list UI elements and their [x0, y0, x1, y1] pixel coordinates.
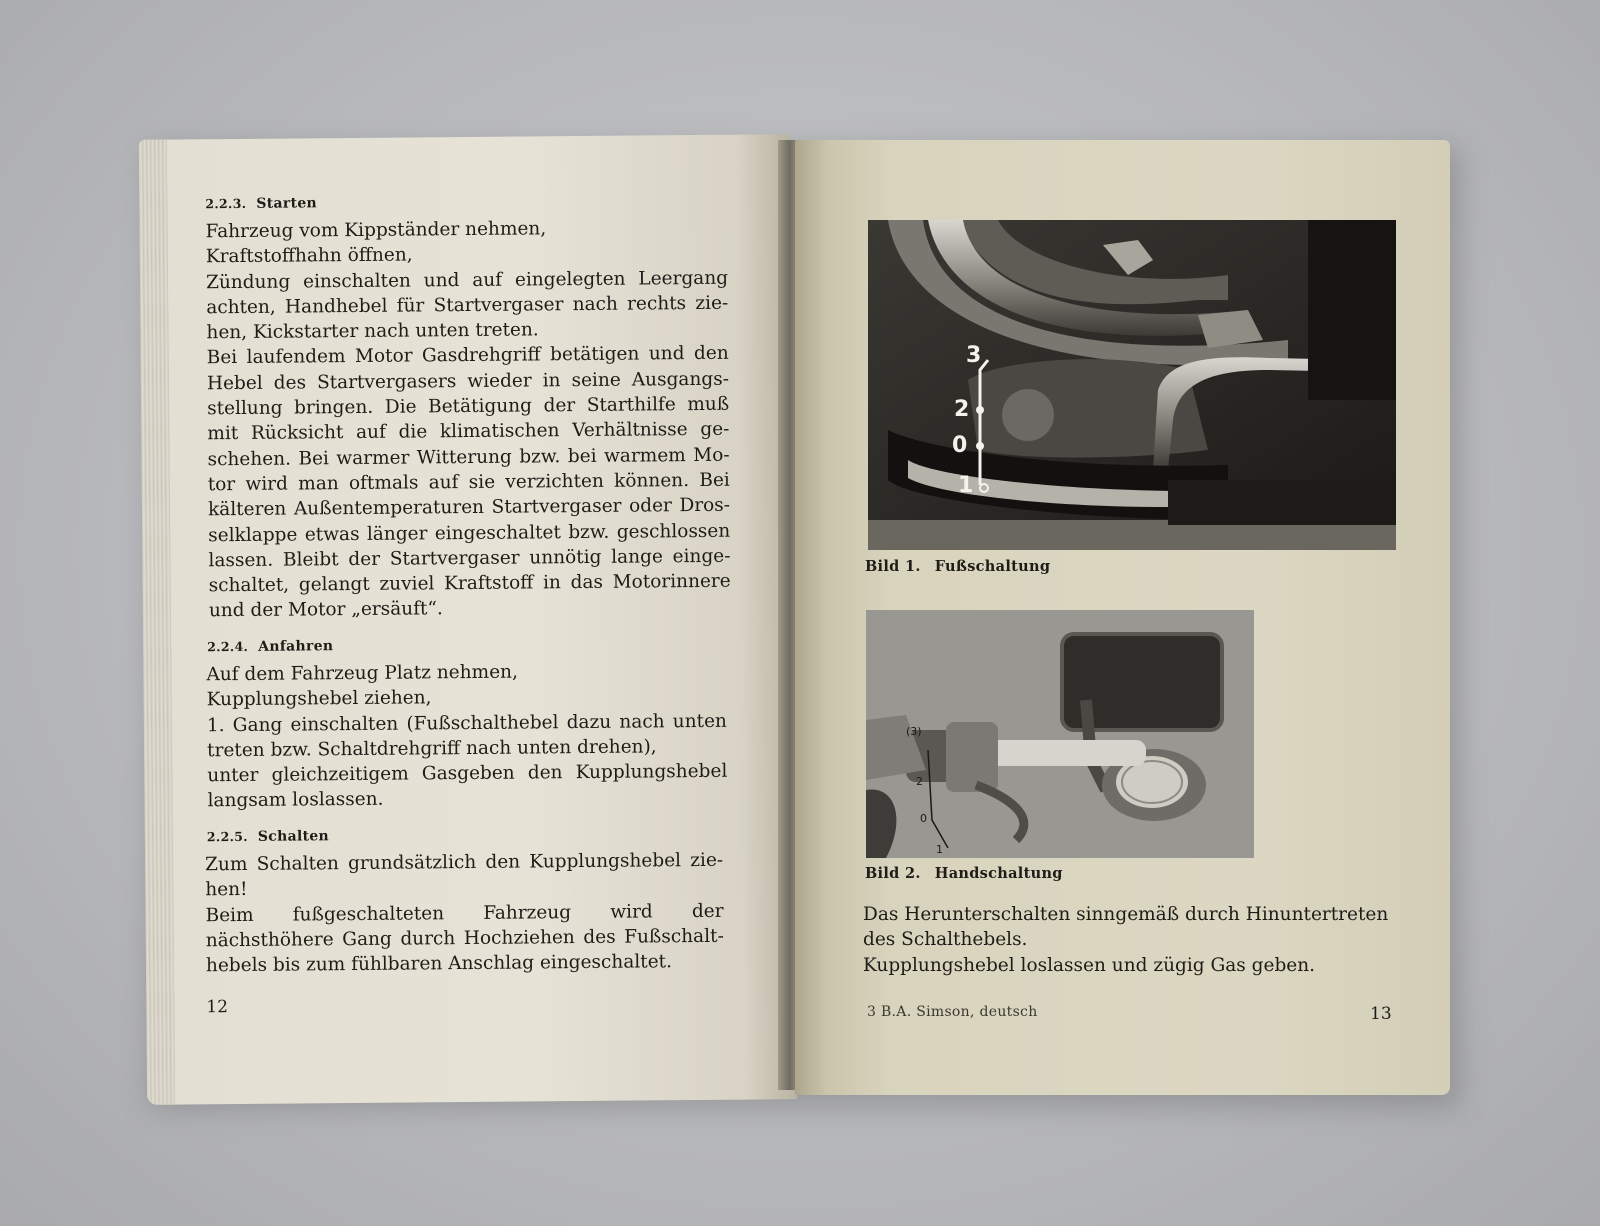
section-heading-anfahren [207, 638, 333, 655]
hand-gear-label-2: 2 [916, 775, 923, 788]
text-line: hebels bis zum fühlbaren Anschlag eingeschaltet. [205, 951, 673, 977]
section-number: 2.2.4. [207, 638, 249, 655]
gear-label-2: 2 [954, 397, 970, 422]
hand-gear-label-1: 1 [936, 843, 943, 856]
text-line: Kupplungshebel loslassen und zügig Gas geben. [863, 954, 1316, 976]
right-page-body [863, 902, 1389, 978]
text-line: achten, Handhebel für Startvergaser nach rechts zie- [206, 292, 729, 319]
figure-2-photo [866, 610, 1254, 858]
figure-2-caption [865, 865, 1063, 882]
text-line: Das Herunterschalten sinngemäß durch Hinuntertreten [863, 904, 1389, 925]
foot-shift-photo-illustration [868, 220, 1396, 550]
text-line: langsam loslassen. [207, 789, 384, 812]
section-title: Schalten [257, 828, 330, 845]
text-line: 1. Gang einschalten (Fußschalthebel dazu nach unten [206, 710, 727, 736]
hand-gear-label-0: 0 [920, 812, 927, 825]
page-number-left: 12 [206, 997, 229, 1018]
text-line: Fahrzeug vom Kippständer nehmen, [205, 218, 547, 243]
text-line: stellung bringen. Die Betätigung der Starthilfe muß [207, 393, 730, 420]
footer-signature: 3 B.A. Simson, deutsch [867, 1004, 1038, 1020]
text-line: treten bzw. Schaltdrehgriff nach unten drehen), [207, 736, 657, 762]
text-line: schaltet, gelangt zuviel Kraftstoff in das Motorinnere [208, 570, 731, 597]
page-edge [139, 140, 175, 1105]
text-line: unter gleichzeitigem Gasgeben den Kupplungshebel [207, 760, 728, 787]
section-title: Starten [256, 195, 318, 212]
caption-number: Bild 1. [865, 558, 921, 575]
section-body-starten [205, 215, 731, 624]
page-number-right: 13 [1370, 1004, 1392, 1024]
text-line: kälteren Außentemperaturen Startvergaser oder Dros- [207, 494, 731, 521]
hand-shift-photo-illustration [866, 610, 1254, 858]
section-body-anfahren [206, 658, 727, 814]
text-line: Bei laufendem Motor Gasdrehgriff betätigen und den [206, 343, 729, 369]
gear-label-3: 3 [966, 343, 982, 368]
section-heading-schalten [207, 828, 329, 845]
section-body-schalten [205, 848, 724, 979]
section-number: 2.2.5. [206, 828, 248, 845]
text-line: des Schalthebels. [863, 929, 1028, 951]
hand-gear-label-3: (3) [906, 725, 922, 738]
section-number: 2.2.3. [205, 195, 247, 212]
text-line: mit Rücksicht auf die klimatischen Verhältnisse ge- [207, 419, 730, 445]
text-line: Kupplungshebel ziehen, [206, 687, 432, 711]
gear-label-1: 1 [958, 473, 974, 498]
right-page [795, 140, 1450, 1095]
text-line: tor wird man oftmals auf sie verzichten können. Bei [207, 469, 730, 496]
text-line: nächsthöhere Gang durch Hochziehen des Fußschalt- [205, 925, 724, 952]
text-line: selklappe etwas länger eingeschaltet bzw. geschlossen [208, 520, 731, 546]
text-line: Kraftstoffhahn öffnen, [205, 244, 413, 268]
text-line: Hebel des Startvergasers wieder in seine Ausgangs- [206, 368, 730, 395]
text-line: und der Motor „ersäuft“. [208, 598, 443, 622]
gear-label-0: 0 [952, 433, 968, 458]
figure-1-photo [868, 220, 1396, 550]
caption-number: Bild 2. [865, 865, 921, 882]
caption-text: Fußschaltung [934, 558, 1051, 575]
text-line: lassen. Bleibt der Startvergaser unnötig lange einge- [208, 545, 731, 572]
left-page [139, 134, 797, 1105]
section-heading-starten [205, 195, 317, 212]
text-line: Zündung einschalten und auf eingelegten Leergang [205, 267, 729, 293]
section-title: Anfahren [258, 638, 334, 655]
text-line: Zum Schalten grundsätzlich den Kupplungshebel zie- [205, 849, 724, 876]
figure-1-caption [865, 558, 1050, 575]
caption-text: Handschaltung [934, 865, 1063, 882]
text-line: schehen. Bei warmer Witterung bzw. bei warmem Mo- [207, 444, 730, 470]
text-line: hen! [205, 879, 248, 901]
text-line: Auf dem Fahrzeug Platz nehmen, [206, 661, 519, 686]
text-line: Beim fußgeschalteten Fahrzeug wird der [205, 900, 724, 926]
text-line: hen, Kickstarter nach unten treten. [206, 319, 539, 344]
